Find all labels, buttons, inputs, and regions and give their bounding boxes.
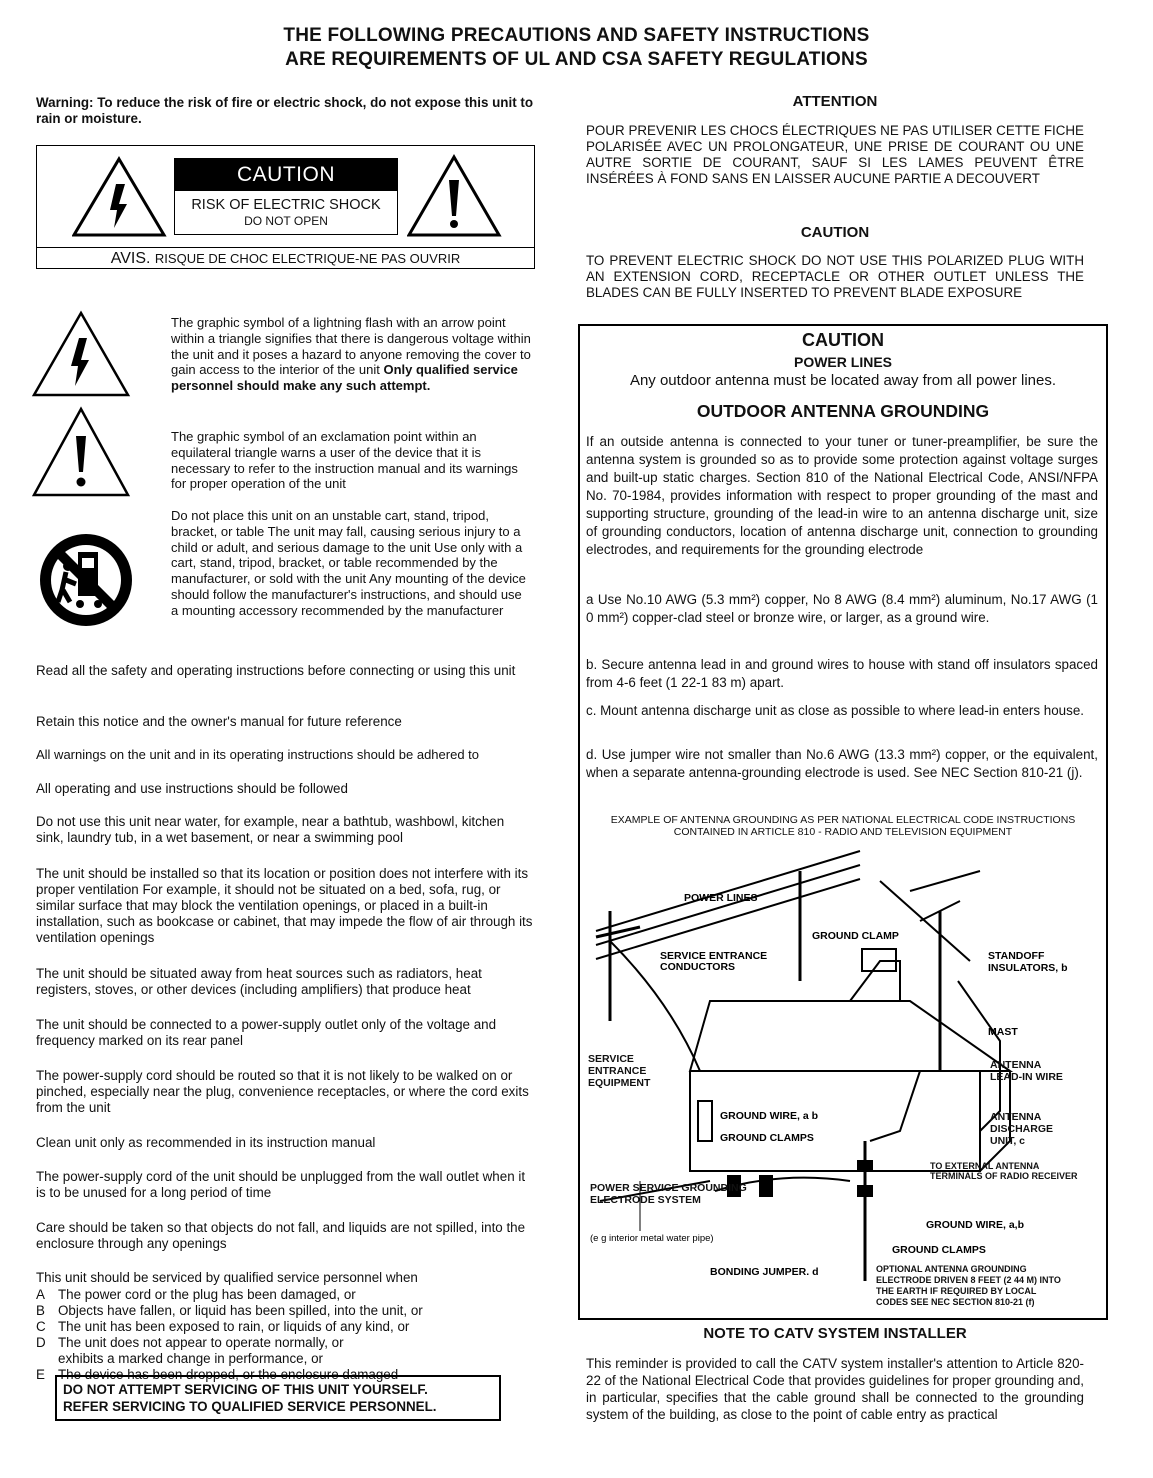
grounding-text: If an outside antenna is connected to your tuner or tuner-preamplifier, be sure the antenna system is grounded so as to provide some protection against voltage surges and built-up static charges. Section 810 of the National Electrical Code, ANSI/NFPA No. 70-1984, provides information with respect to proper grounding of the mast and supporting structure, grounding of the lead-in wire to an antenna discharge unit, size of grounding conductors, location of antenna discharge unit, connection to grounding electrodes, and requirements for the grounding electrode xyxy=(586,434,1098,557)
no-cart-icon xyxy=(36,530,136,630)
list-item: C The unit has been exposed to rain, or liquids of any kind, or xyxy=(36,1319,410,1334)
service-list xyxy=(36,1287,534,1383)
para-read-instructions: Read all the safety and operating instructions before connecting or using this unit xyxy=(36,663,516,678)
do-not-service-line1: DO NOT ATTEMPT SERVICING OF THIS UNIT YOURSELF. xyxy=(63,1382,428,1397)
para-water: Do not use this unit near water, for example, near a bathtub, washbowl, kitchen sink, laundry tub, in a wet basement, or near a swimming pool xyxy=(36,814,505,845)
avis-line xyxy=(37,247,534,269)
exclamation-triangle-icon xyxy=(31,406,131,498)
label-optional-grounding: OPTIONAL ANTENNA GROUNDING ELECTRODE DRIVEN 8 FEET (2 44 M) INTO THE EARTH IF REQUIRED BY LOCAL CODES SEE NEC SECTION 810-21 (f) xyxy=(876,1264,1061,1307)
box-caution-heading: CAUTION xyxy=(802,330,884,350)
label-conductors: CONDUCTORS xyxy=(660,961,736,973)
para-objects: Care should be taken so that objects do not fall, and liquids are not spilled, into the enclosure through any openings xyxy=(36,1220,526,1251)
caution-heading: CAUTION xyxy=(800,224,870,241)
caution-plate-risk: RISK OF ELECTRIC SHOCK xyxy=(191,197,381,213)
para-warnings-adhered: All warnings on the unit and in its operating instructions should be adhered to xyxy=(36,747,480,762)
list-item: D The unit does not appear to operate normally, or exhibits a marked change in performance, or xyxy=(36,1335,344,1366)
power-lines-heading: POWER LINES xyxy=(793,354,892,370)
lightning-symbol-bold: Only qualified service personnel should make any such attempt. xyxy=(171,362,518,394)
attention-text: POUR PREVENIR LES CHOCS ÉLECTRIQUES NE PAS UTILISER CETTE FICHE POLARISÉE AVEC UN PROLONGATEUR, UNE PRISE DE COURANT OU UNE AUTRE SORTIE DE COURANT, SAUF SI LES LAMES PEUVENT ÊTRE INSÉRÉES À FOND SANS EN LAISSER AUCUNE PARTIE A DECOUVERT xyxy=(586,123,1084,186)
list-item: E The device has been dropped, or the enclosure damaged xyxy=(36,1367,399,1382)
avis-text: RISQUE DE CHOC ELECTRIQUE-NE PAS OUVRIR xyxy=(154,251,461,266)
label-mast: MAST xyxy=(988,1026,1018,1038)
exclamation-warning-icon xyxy=(407,154,502,238)
para-heat-sources: The unit should be situated away from heat sources such as radiators, heat registers, stoves, or other devices (including amplifiers) that produce heat xyxy=(36,966,482,997)
item-d-text: d. Use jumper wire not smaller than No.6 AWG (13.3 mm²) copper, or the equivalent, when a separate antenna-grounding electrode is used. See NEC Section 810-21 (j). xyxy=(586,747,1098,780)
label-bonding-jumper: BONDING JUMPER. d xyxy=(710,1266,819,1278)
label-service-entrance: SERVICE ENTRANCE xyxy=(660,950,768,962)
label-ground-wire-2: GROUND WIRE, a,b xyxy=(926,1219,1025,1231)
list-item: A The power cord or the plug has been damaged, or xyxy=(36,1287,356,1302)
attention-heading: ATTENTION xyxy=(792,93,878,110)
item-b-text: b. Secure antenna lead in and ground wires to house with stand off insulators spaced from 4-6 feet (1 22-1 83 m) apart. xyxy=(586,657,1098,690)
label-antenna-lead: ANTENNA LEAD-IN WIRE xyxy=(990,1059,1063,1083)
label-power-lines: POWER LINES xyxy=(684,892,758,904)
avis-prefix: AVIS. xyxy=(110,250,151,267)
label-insulators: INSULATORS, b xyxy=(988,962,1068,974)
list-item: B Objects have fallen, or liquid has been spilled, into the unit, or xyxy=(36,1303,423,1318)
label-power-service-eg: (e g interior metal water pipe) xyxy=(590,1233,714,1244)
catv-text: This reminder is provided to call the CATV system installer's attention to Article 820-22 of the National Electrical Code that provides guidelines for proper grounding and, in particular, specifies that the cable ground shall be connected to the grounding system of the building, as close to the point of cable entry as practical xyxy=(586,1356,1084,1422)
caution-plate-title: CAUTION xyxy=(175,159,397,191)
diagram-caption xyxy=(580,814,1106,838)
item-c-text: c. Mount antenna discharge unit as close as possible to where lead-in enters house. xyxy=(586,703,1084,718)
para-instructions-followed: All operating and use instructions should be followed xyxy=(36,781,348,796)
title-line-1: THE FOLLOWING PRECAUTIONS AND SAFETY INSTRUCTIONS xyxy=(283,25,870,46)
para-unplug: The power-supply cord of the unit should be unplugged from the wall outlet when it is to be unused for a long period of time xyxy=(36,1169,526,1200)
label-ground-clamps: GROUND CLAMPS xyxy=(892,1244,986,1256)
warning-text: Warning: To reduce the risk of fire or electric shock, do not expose this unit to rain or moisture. xyxy=(36,95,534,126)
lightning-triangle-icon xyxy=(31,310,131,398)
diagram-caption-2: CONTAINED IN ARTICLE 810 - RADIO AND TELEVISION EQUIPMENT xyxy=(673,826,1013,838)
grounding-heading: OUTDOOR ANTENNA GROUNDING xyxy=(696,401,990,421)
antenna-grounding-box xyxy=(578,324,1108,1320)
caution-text: TO PREVENT ELECTRIC SHOCK DO NOT USE THIS POLARIZED PLUG WITH AN EXTENSION CORD, RECEPTACLE OR OTHER OUTLET UNLESS THE BLADES CAN BE FULLY INSERTED TO PREVENT BLADE EXPOSURE xyxy=(586,253,1084,300)
caution-label-box xyxy=(36,145,535,269)
do-not-service-box xyxy=(55,1375,501,1421)
para-retain-notice: Retain this notice and the owner's manual for future reference xyxy=(36,714,402,729)
label-ground-wire: GROUND WIRE, a b xyxy=(720,1110,819,1122)
page-title xyxy=(0,24,1153,72)
para-power-outlet: The unit should be connected to a power-supply outlet only of the voltage and frequency marked on its rear panel xyxy=(36,1017,497,1048)
para-clean: Clean unit only as recommended in its instruction manual xyxy=(36,1135,376,1150)
lightning-symbol-desc: The graphic symbol of a lightning flash with an arrow point within a triangle signifies that there is dangerous voltage within the unit and it poses a hazard to anyone removing the cover to gain access to the interior of the unit xyxy=(171,315,531,378)
para-power-cord: The power-supply cord should be routed so that it is not likely to be walked on or pinched, especially near the plug, convenience receptacles, or where the cord exits from the unit xyxy=(36,1068,529,1115)
label-standoff: STANDOFF xyxy=(988,950,1045,962)
caution-plate xyxy=(174,158,398,235)
catv-heading: NOTE TO CATV SYSTEM INSTALLER xyxy=(703,1325,967,1342)
exclamation-symbol-text: The graphic symbol of an exclamation point within an equilateral triangle warns a user of the device that it is necessary to refer to the instruction manual and its warnings for proper operation of the unit xyxy=(171,429,518,492)
title-line-2: ARE REQUIREMENTS OF UL AND CSA SAFETY REGULATIONS xyxy=(285,49,868,70)
service-intro: This unit should be serviced by qualified service personnel when xyxy=(36,1270,418,1285)
caution-plate-open: DO NOT OPEN xyxy=(244,214,328,228)
label-ground-clamps-curved: GROUND CLAMPS xyxy=(720,1132,814,1144)
lightning-symbol-text xyxy=(171,315,531,394)
label-power-service: POWER SERVICE GROUNDING ELECTRODE SYSTEM xyxy=(590,1182,747,1206)
label-antenna-discharge: ANTENNA DISCHARGE UNIT, c xyxy=(990,1111,1054,1147)
para-ventilation: The unit should be installed so that its location or position does not interfere with its proper ventilation For example, it should not be situated on a bed, sofa, rug, or similar surface that may block the ventilation openings, or placed in a built-in installation, such as bookcase or cabinet, that may impede the flow of air through its ventilation openings xyxy=(36,866,533,945)
label-to-external: TO EXTERNAL ANTENNA TERMINALS OF RADIO RECEIVER xyxy=(930,1161,1078,1181)
label-service-entrance-equipment: SERVICE ENTRANCE EQUIPMENT xyxy=(588,1053,651,1089)
cart-symbol-text: Do not place this unit on an unstable cart, stand, tripod, bracket, or table The unit may fall, causing serious injury to a child or adult, and serious damage to the unit Use only with a cart, stand, tripod, bracket, or table recommended by the manufacturer, or sold with the unit Any mounting of the device should follow the manufacturer's instructions, and should use a mounting accessory recommended by the manufacturer xyxy=(171,508,526,618)
lightning-warning-icon xyxy=(72,156,167,238)
item-a-text: a Use No.10 AWG (5.3 mm²) copper, No 8 AWG (8.4 mm²) aluminum, No.17 AWG (1 0 mm²) copper-clad steel or bronze wire, or larger, as a ground wire. xyxy=(586,592,1098,625)
label-ground-clamp: GROUND CLAMP xyxy=(812,930,899,942)
diagram-caption-1: EXAMPLE OF ANTENNA GROUNDING AS PER NATIONAL ELECTRICAL CODE INSTRUCTIONS xyxy=(610,814,1076,826)
power-lines-text: Any outdoor antenna must be located away from all power lines. xyxy=(629,372,1057,389)
do-not-service-line2: REFER SERVICING TO QUALIFIED SERVICE PERSONNEL. xyxy=(63,1399,437,1414)
